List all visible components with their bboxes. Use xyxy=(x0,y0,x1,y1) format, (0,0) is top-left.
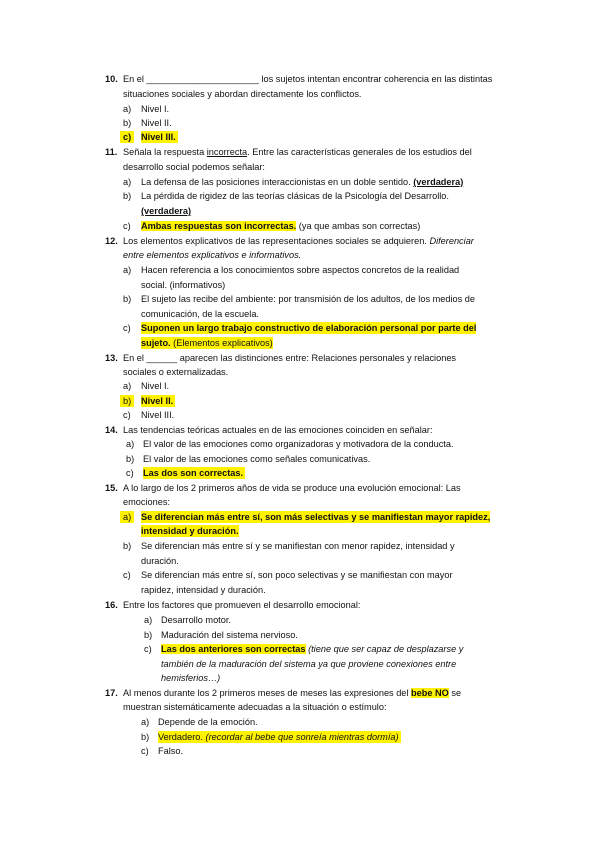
question-number: 15. xyxy=(105,483,118,493)
option-letter: a) xyxy=(120,511,134,523)
option-c: Se diferencian más entre sí, son poco selectivas y se manifiestan con mayor xyxy=(141,570,453,580)
option-b: El sujeto las recibe del ambiente: por transmisión de los adultos, de los medios de xyxy=(141,294,475,304)
question-text-continued: desarrollo social podemos señalar: xyxy=(123,162,265,172)
option-letter: c) xyxy=(126,468,134,478)
option-letter: b) xyxy=(123,191,132,201)
option-a: El valor de las emociones como organizadoras y motivadora de la conducta. xyxy=(143,439,454,449)
option-letter: b) xyxy=(141,732,150,742)
option-letter: a) xyxy=(141,717,150,727)
option-b: Maduración del sistema nervioso. xyxy=(161,630,298,640)
option-letter: a) xyxy=(123,381,132,391)
option-letter: a) xyxy=(126,439,135,449)
option-c: Nivel III. xyxy=(141,410,175,420)
option-letter: c) xyxy=(144,644,152,654)
option-c-correct: Las dos anteriores son correctas (tiene que ser capaz de desplazarse y xyxy=(161,644,464,654)
option-c-note: también de la maduración del sistema ya que proviene conexiones entre xyxy=(161,659,457,669)
option-a: Hacen referencia a los conocimientos sobre aspectos concretos de la realidad xyxy=(141,265,460,275)
question-text-continued: sociales o externalizadas. xyxy=(123,367,229,377)
option-letter: c) xyxy=(141,746,149,756)
question-hint: entre elementos explicativos e informativos. xyxy=(123,250,302,260)
option-a-correct: Se diferencian más entre sí, son más selectivas y se manifiestan mayor rapidez, xyxy=(141,512,491,522)
question-number: 16. xyxy=(105,600,118,610)
option-b: Nivel II. xyxy=(141,118,172,128)
question-text: A lo largo de los 2 primeros años de vida se produce una evolución emocional: Las xyxy=(123,483,461,493)
question-text-continued: muestran sistemáticamente adecuadas a la situación o estímulo: xyxy=(123,702,387,712)
option-letter: a) xyxy=(123,177,132,187)
option-letter: c) xyxy=(120,131,134,143)
question-number: 11. xyxy=(105,147,118,157)
option-b-correct: Verdadero. (recordar al bebe que sonreía mientras dormía) xyxy=(158,732,399,742)
option-letter: b) xyxy=(120,395,134,407)
option-c-note-end: hemisferios…) xyxy=(161,673,221,683)
option-letter: b) xyxy=(126,454,135,464)
question-text: Los elementos explicativos de las representaciones sociales se adquieren. Diferenciar xyxy=(123,236,474,246)
option-letter: b) xyxy=(123,541,132,551)
question-text: Señala la respuesta incorrecta. Entre las características generales de los estudios del xyxy=(123,147,472,157)
option-b-correct: Nivel II. xyxy=(141,396,174,406)
option-c: Falso. xyxy=(158,746,184,756)
option-b: Se diferencian más entre sí y se manifiestan con menor rapidez, intensidad y xyxy=(141,541,455,551)
option-b-continued: duración. xyxy=(141,556,179,566)
option-b: La pérdida de rigidez de las teorías clásicas de la Psicología del Desarrollo. xyxy=(141,191,449,201)
option-a: Desarrollo motor. xyxy=(161,615,231,625)
option-letter: a) xyxy=(144,615,153,625)
question-text: En el ______________________ los sujetos intentan encontrar coherencia en las distintas xyxy=(123,74,493,84)
option-letter: c) xyxy=(123,570,131,580)
question-number: 17. xyxy=(105,688,118,698)
option-a: Depende de la emoción. xyxy=(158,717,258,727)
option-letter: a) xyxy=(123,265,132,275)
option-letter: b) xyxy=(144,630,153,640)
option-c-continued: rapidez, intensidad y duración. xyxy=(141,585,266,595)
option-b-continued: comunicación, de la escuela. xyxy=(141,309,259,319)
question-text-continued: situaciones sociales y abordan directamente los conflictos. xyxy=(123,89,362,99)
option-c-correct: Ambas respuestas son incorrectas. (ya que ambas son correctas) xyxy=(141,221,421,231)
question-number: 10. xyxy=(105,74,118,84)
option-a: La defensa de las posiciones interaccionistas en un doble sentido. (verdadera) xyxy=(141,177,464,187)
option-letter: c) xyxy=(123,323,131,333)
option-letter: b) xyxy=(123,294,132,304)
question-text: En el ______ aparecen las distinciones entre: Relaciones personales y relaciones xyxy=(123,353,457,363)
option-a: Nivel I. xyxy=(141,381,170,391)
answer-blank: ______ xyxy=(146,353,178,363)
option-c-continued: sujeto. (Elementos explicativos) xyxy=(141,338,273,348)
question-text: Al menos durante los 2 primeros meses de meses las expresiones del bebe NO se xyxy=(123,688,462,698)
question-number: 14. xyxy=(105,425,118,435)
question-number: 13. xyxy=(105,353,118,363)
option-a-continued: intensidad y duración. xyxy=(141,526,239,536)
option-letter: c) xyxy=(123,410,131,420)
option-b: El valor de las emociones como señales comunicativas. xyxy=(143,454,371,464)
option-letter: c) xyxy=(123,221,131,231)
option-letter: b) xyxy=(123,118,132,128)
option-c-correct: Suponen un largo trabajo constructivo de elaboración personal por parte del xyxy=(141,323,477,333)
question-text: Las tendencias teóricas actuales en de las emociones coinciden en señalar: xyxy=(123,425,433,435)
answer-blank: ______________________ xyxy=(146,74,259,84)
question-number: 12. xyxy=(105,236,118,246)
option-c-correct: Nivel III. xyxy=(141,132,176,142)
option-letter: a) xyxy=(123,104,132,114)
option-b-note: (verdadera) xyxy=(141,206,192,216)
option-c-correct: Las dos son correctas. xyxy=(143,468,244,478)
option-a: Nivel I. xyxy=(141,104,170,114)
question-text: Entre los factores que promueven el desarrollo emocional: xyxy=(123,600,361,610)
question-text-continued: emociones: xyxy=(123,497,170,507)
option-a-continued: social. (informativos) xyxy=(141,280,226,290)
